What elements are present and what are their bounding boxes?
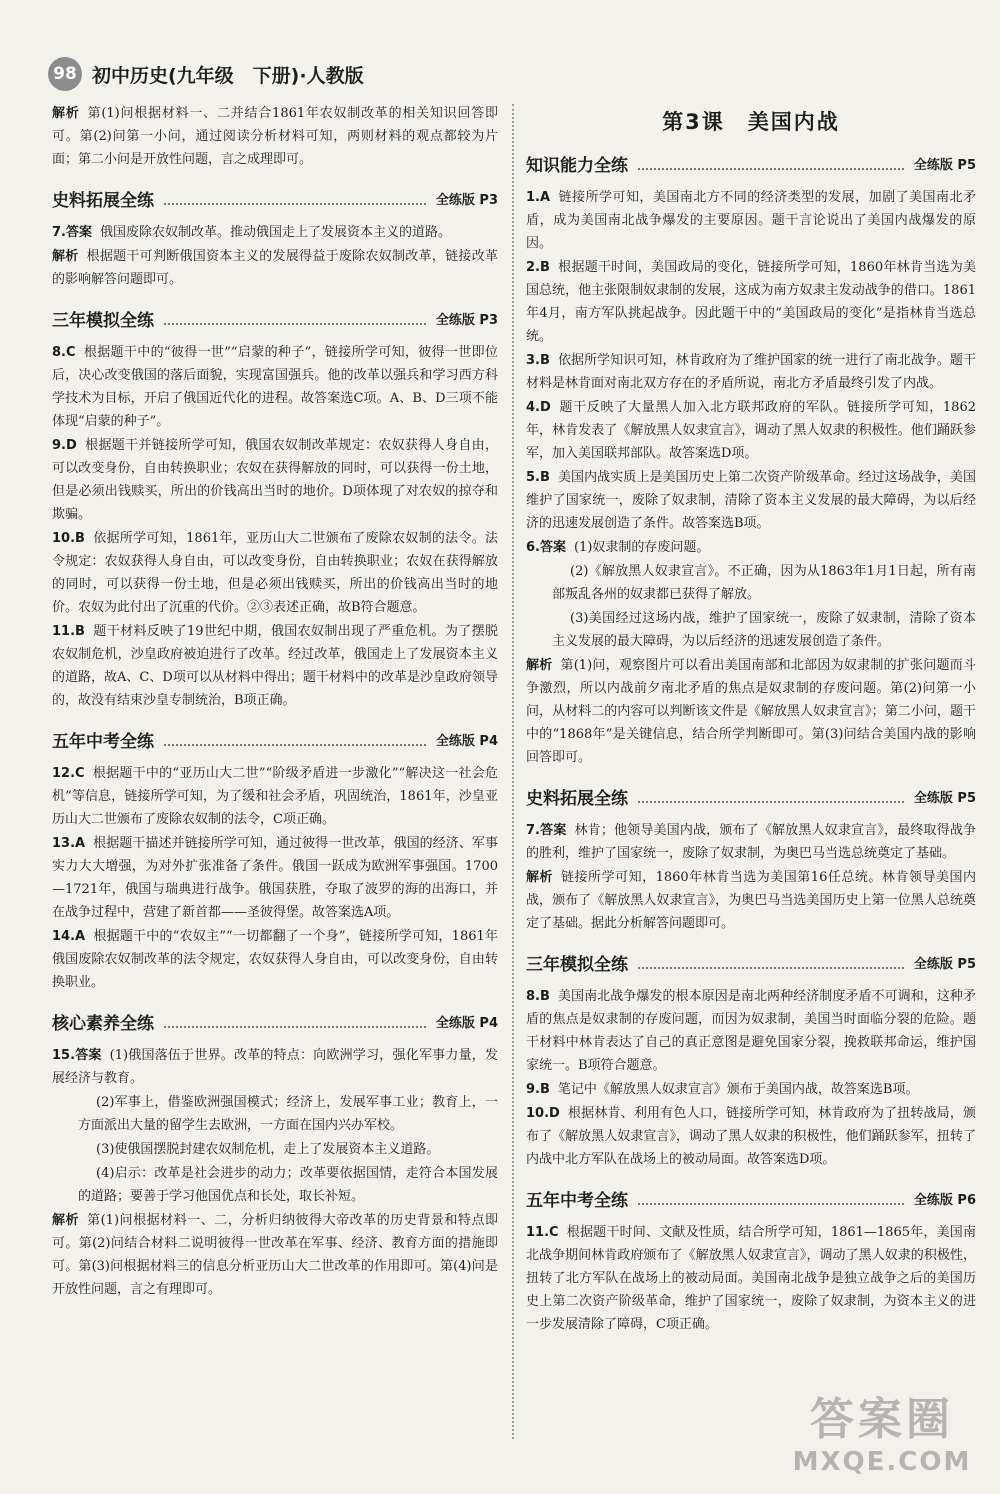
answer-entry — [52, 341, 498, 433]
lesson-title: 第3课 美国内战 — [662, 110, 840, 134]
dotted-leader — [164, 732, 426, 746]
answer-label: 解析 — [526, 658, 553, 673]
answer-label: 7.答案 — [52, 225, 92, 240]
answer-text: 根据题干描述并链接所学可知，通过彼得一世改革，俄国的经济、军事实力大大增强，为对外扩张准备了条件。俄国一跃成为欧洲军事强国。1700—1721年，俄国与瑞典进行战争。俄国获胜，夺取了波罗的海的出海口，并在战争过程中，营建了新首都——圣彼得堡。故答案选A项。 — [52, 836, 498, 920]
answer-label: 9.B — [526, 1082, 550, 1097]
answer-entry — [526, 536, 976, 559]
answer-text: 根据林肯、利用有色人口，链接所学可知，林肯政府为了扭转战局，颁布了《解放黑人奴隶宣言》，调动了黑人奴隶的积极性，他们踊跃参军，扭转了内战中北方军队在战场上的被动局面。故答案选D项。 — [526, 1106, 976, 1167]
answer-subpart: (4)启示：改革是社会进步的动力；改革要依据国情，走符合本国发展的道路；要善于学习他国优点和长处，取长补短。 — [78, 1166, 498, 1204]
section-title: 三年模拟全练 — [526, 954, 628, 975]
answer-label: 解析 — [526, 870, 554, 885]
answer-label: 13.A — [52, 836, 86, 851]
answer-entry — [52, 832, 498, 924]
answer-subpart: (3)美国经过这场内战，维护了国家统一，废除了奴隶制，清除了资本主义发展的最大障碍，为以后经济的迅速发展创造了条件。 — [552, 611, 976, 649]
answer-text: 第(1)问根据材料一、二，分析归纳彼得大帝改革的历史背景和特点即可。第(2)问结合材料二说明彼得一世改革在军事、经济、教育方面的措施即可。第(3)问根据材料三的信息分析亚历山大二世改革的作用即可。第(4)问是开放性问题，言之有理即可。 — [52, 1213, 498, 1297]
dotted-leader — [638, 156, 904, 170]
dotted-leader — [164, 311, 426, 325]
answer-text: 美国南北战争爆发的根本原因是南北两种经济制度矛盾不可调和，这种矛盾的焦点是奴隶制的存废问题，而因为奴隶制，美国当时面临分裂的危险。题干材料中林肯表达了自己的真正意图是避免国家分裂，挽救联邦命运，维护国家统一。B项符合题意。 — [526, 989, 976, 1073]
answer-entry — [52, 527, 498, 619]
section-header — [52, 303, 498, 333]
answer-entry — [526, 186, 976, 255]
answer-entry — [526, 396, 976, 465]
answer-entry — [52, 762, 498, 831]
answer-text: (1)俄国落伍于世界。改革的特点：向欧洲学习，强化军事力量，发展经济与教育。 — [52, 1048, 499, 1086]
answer-text: 题干反映了大量黑人加入北方联邦政府的军队。链接所学可知，1862年，林肯发表了《解放黑人奴隶宣言》，调动了黑人奴隶的积极性。他们踊跃参军，加入美国联邦部队。故答案选D项。 — [526, 400, 976, 461]
answer-label: 10.B — [52, 531, 85, 546]
answer-text: 根据题干中的“亚历山大二世”“阶级矛盾进一步激化”“解决这一社会危机”等信息，链接所学可知，为了缓和社会矛盾，巩固统治，1861年，沙皇亚历山大二世颁布了废除农奴制的法令，C项正确。 — [52, 766, 498, 827]
dotted-leader — [638, 955, 904, 969]
answer-entry — [526, 466, 976, 535]
page-number: 98 — [48, 57, 82, 91]
answer-label: 4.D — [526, 400, 551, 415]
section-title: 五年中考全练 — [52, 731, 154, 752]
right-column — [526, 102, 976, 1337]
section-page-ref: 全练版 P5 — [913, 956, 976, 972]
section-page-ref: 全练版 P3 — [435, 192, 498, 208]
answer-entry — [526, 985, 976, 1077]
answer-entry — [52, 434, 498, 526]
answer-text: 笔记中《解放黑人奴隶宣言》颁布于美国内战，故答案选B项。 — [557, 1082, 919, 1097]
section-header — [52, 183, 498, 213]
answer-entry — [52, 221, 498, 244]
answer-subpart: (2)军事上，借鉴欧洲强国模式；经济上，发展军事工业；教育上，一方面派出大量的留学生去欧洲，一方面在国内兴办军校。 — [78, 1095, 498, 1133]
answer-text: 根据题干时间、文献及性质，结合所学可知，1861—1865年，美国南北战争期间林肯政府颁布了《解放黑人奴隶宣言》，调动了黑人奴隶的积极性，扭转了北方军队在战场上的被动局面。美国南北战争是独立战争之后的美国历史上第二次资产阶级革命，维护了国家统一，废除了奴隶制，为资本主义的进一步发展清除了障碍，C项正确。 — [526, 1225, 976, 1332]
section-title: 三年模拟全练 — [52, 310, 154, 331]
answer-entry — [526, 654, 976, 769]
answer-text: 依据所学知识可知，林肯政府为了维护国家的统一进行了南北战争。题干材料是林肯面对南北双方存在的矛盾所说，南北方矛盾最终引发了内战。 — [526, 353, 976, 391]
section-header — [526, 781, 976, 811]
answer-text: (1)奴隶制的存废问题。 — [573, 540, 710, 555]
answer-label: 7.答案 — [526, 823, 567, 838]
answer-label: 2.B — [526, 260, 550, 275]
answer-text: 链接所学可知，美国南北方不同的经济类型的发展，加剧了美国南北矛盾，成为美国南北战争爆发的主要原因。题干言论说出了美国内战爆发的原因。 — [526, 190, 976, 251]
answer-text: 俄国废除农奴制改革。推动俄国走上了发展资本主义的道路。 — [99, 225, 451, 240]
dotted-leader — [164, 191, 426, 205]
answer-label: 5.B — [526, 470, 550, 485]
answer-subpart: (2)《解放黑人奴隶宣言》。不正确，因为从1863年1月1日起，所有南部叛乱各州的奴隶都已获得了解放。 — [552, 564, 976, 602]
answer-label: 11.C — [526, 1225, 559, 1240]
section-header — [52, 1006, 498, 1036]
section-header — [526, 1183, 976, 1213]
answer-entry — [526, 349, 976, 395]
answer-entry — [526, 866, 976, 935]
answer-text: 根据题干中的“农奴主”“一切都翻了一个身”，链接所学可知，1861年俄国废除农奴制改革的法令规定，农奴获得人身自由，可以改变身份，自由转换职业。 — [52, 929, 498, 990]
section-title: 史料拓展全练 — [52, 190, 154, 211]
answer-text: 根据题干并链接所学可知，俄国农奴制改革规定：农奴获得人身自由，可以改变身份，自由转换职业；农奴在获得解放的同时，可以获得一份土地，但是必须出钱赎买，所出的价钱高出当时的地价。D项体现了对农奴的掠夺和欺骗。 — [52, 438, 498, 522]
answer-label: 14.A — [52, 929, 86, 944]
section-title: 五年中考全练 — [526, 1190, 628, 1211]
answer-entry — [52, 925, 498, 994]
answer-entry — [526, 1078, 976, 1101]
section-page-ref: 全练版 P4 — [435, 733, 498, 749]
watermark-logo — [782, 1393, 982, 1488]
answer-entry — [52, 102, 498, 171]
answer-entry — [52, 245, 498, 291]
answer-label: 8.C — [52, 345, 76, 360]
page-header — [48, 56, 948, 92]
answer-label: 3.B — [526, 353, 550, 368]
watermark-url: MXQE.COM — [792, 1447, 972, 1477]
answer-label: 8.B — [526, 989, 550, 1004]
answer-text: 美国内战实质上是美国历史上第二次资产阶级革命。经过这场战争，美国维护了国家统一，废除了奴隶制，清除了资本主义发展的最大障碍，为以后经济的迅速发展创造了条件。故答案选B项。 — [526, 470, 976, 531]
section-page-ref: 全练版 P5 — [913, 790, 976, 806]
answer-text: 林肯；他领导美国内战，颁布了《解放黑人奴隶宣言》，最终取得战争的胜利，维护了国家统一，废除了奴隶制，为奥巴马当选总统奠定了基础。 — [526, 823, 976, 861]
answer-text: 链接所学可知，1860年林肯当选为美国第16任总统。林肯领导美国内战，颁布了《解放黑人奴隶宣言》，为奥巴马当选美国历史上第一位黑人总统奠定了基础。据此分析解答问题即可。 — [526, 870, 976, 931]
dotted-leader — [164, 1014, 426, 1028]
answer-label: 解析 — [52, 106, 80, 121]
answer-text: 第(1)问根据材料一、二并结合1861年农奴制改革的相关知识回答即可。第(2)问第一小问，通过阅读分析材料可知，两则材料的观点都较为片面；第二小问是开放性问题，言之成理即可。 — [52, 106, 498, 167]
answer-label: 解析 — [52, 1213, 80, 1228]
section-title: 核心素养全练 — [52, 1013, 154, 1034]
section-title: 知识能力全练 — [526, 155, 628, 176]
dotted-leader — [638, 1191, 904, 1205]
section-title: 史料拓展全练 — [526, 788, 628, 809]
answer-text: 依据所学可知，1861年，亚历山大二世颁布了废除农奴制的法令。法令规定：农奴获得人身自由，可以改变身份，自由转换职业；农奴在获得解放的同时，可以获得一份土地，但是必须出钱赎买，所出的价钱高出当时的地价。农奴为此付出了沉重的代价。②③表述正确，故B符合题意。 — [52, 531, 498, 615]
answer-label: 1.A — [526, 190, 551, 205]
answer-entry — [52, 620, 498, 712]
answer-entry — [52, 1044, 498, 1090]
section-header — [526, 947, 976, 977]
answer-label: 解析 — [52, 249, 79, 264]
answer-text: 根据题干时间，美国政局的变化，链接所学可知，1860年林肯当选为美国总统，他主张限制奴隶制的发展，这成为南方奴隶主发动战争的借口。1861年4月，南方军队挑起战争。因此题干中的“美国政局的变化”是指林肯当选总统。 — [526, 260, 976, 344]
answer-subpart: (3)使俄国摆脱封建农奴制危机，走上了发展资本主义道路。 — [96, 1142, 440, 1157]
answer-entry — [526, 1221, 976, 1336]
answer-label: 10.D — [526, 1106, 560, 1121]
answer-label: 6.答案 — [526, 540, 566, 555]
book-title: 初中历史(九年级 下册)·人教版 — [92, 64, 364, 87]
section-header — [52, 724, 498, 754]
section-page-ref: 全练版 P6 — [913, 1192, 976, 1208]
answer-entry — [52, 1209, 498, 1301]
answer-label: 15.答案 — [52, 1048, 102, 1063]
answer-entry — [526, 1102, 976, 1171]
answer-text: 题干材料反映了19世纪中期，俄国农奴制出现了严重危机。为了摆脱农奴制危机，沙皇政府被迫进行了改革。经过改革，俄国走上了发展资本主义的道路，故A、C、D项可以从材料中得出；题干材料中的改革是沙皇政府领导的，故没有结束沙皇专制统治，B项正确。 — [52, 624, 498, 708]
answer-label: 11.B — [52, 624, 85, 639]
column-divider — [512, 104, 514, 1439]
section-page-ref: 全练版 P5 — [913, 157, 976, 173]
section-page-ref: 全练版 P4 — [435, 1015, 498, 1031]
answer-entry — [526, 819, 976, 865]
answer-label: 9.D — [52, 438, 77, 453]
section-header — [526, 148, 976, 178]
left-column — [52, 102, 498, 1302]
answer-entry — [526, 256, 976, 348]
answer-text: 根据题干可判断俄国资本主义的发展得益于废除农奴制改革，链接改革的影响解答问题即可。 — [52, 249, 498, 287]
answer-text: 根据题干中的“彼得一世”“启蒙的种子”，链接所学可知，彼得一世即位后，决心改变俄国的落后面貌，实现富国强兵。他的改革以强兵和学习西方科学技术为目标，开启了俄国近代化的进程。故答案选C项。A、B、D三项不能体现“启蒙的种子”。 — [52, 345, 498, 429]
dotted-leader — [638, 789, 904, 803]
answer-text: 第(1)问，观察图片可以看出美国南部和北部因为奴隶制的扩张问题而斗争激烈，所以内战前夕南北矛盾的焦点是奴隶制的存废问题。第(2)问第一小问，从材料二的内容可以判断该文件是《解放黑人奴隶宣言》；第二小问，题干中的“1868年”是关键信息，结合所学判断即可。第(3)问结合美国内战的影响回答即可。 — [526, 658, 976, 765]
answer-label: 12.C — [52, 766, 85, 781]
section-page-ref: 全练版 P3 — [435, 312, 498, 328]
watermark-text: 答案圈 — [810, 1394, 954, 1445]
